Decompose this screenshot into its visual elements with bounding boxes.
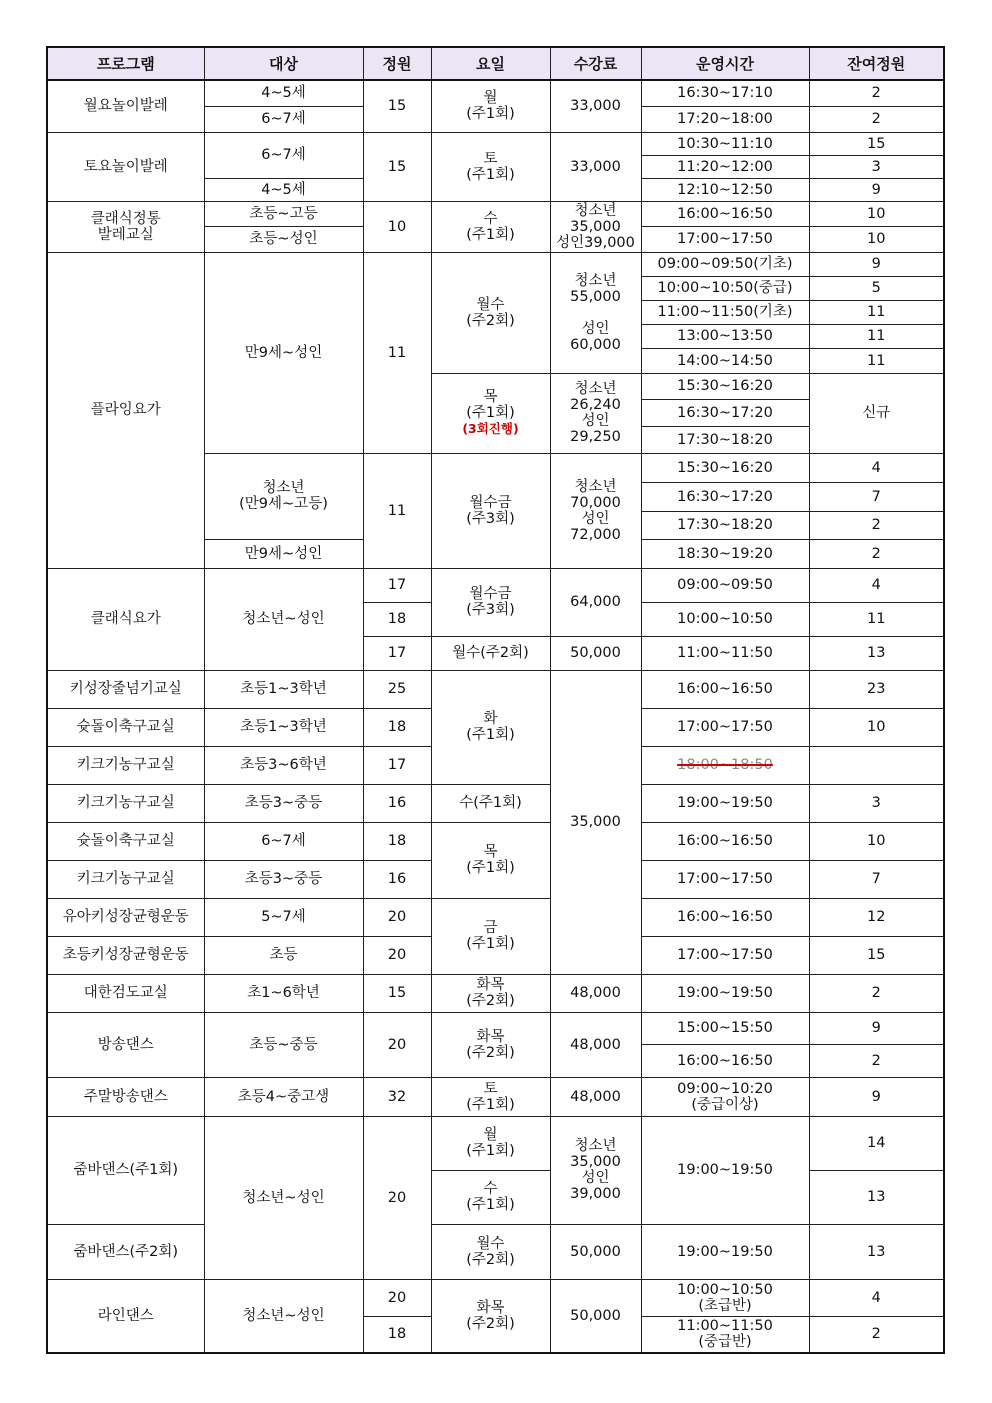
remaining: 23 bbox=[809, 670, 944, 708]
remaining: 15 bbox=[809, 936, 944, 974]
table-row bbox=[47, 1224, 944, 1279]
day: 금 (주1회) bbox=[431, 898, 550, 974]
day: 수 (주1회) bbox=[431, 1170, 550, 1224]
remaining: 5 bbox=[809, 276, 944, 300]
remaining: 12 bbox=[809, 898, 944, 936]
remaining: 3 bbox=[809, 784, 944, 822]
fee: 50,000 bbox=[550, 1224, 641, 1279]
time: 19:00~19:50 bbox=[641, 784, 809, 822]
time: 19:00~19:50 bbox=[641, 974, 809, 1012]
program-name: 키성장줄넘기교실 bbox=[47, 670, 204, 708]
target: 청소년~성인 bbox=[204, 568, 363, 670]
capacity: 25 bbox=[363, 670, 431, 708]
day: 월 (주1회) bbox=[431, 80, 550, 132]
program-name: 방송댄스 bbox=[47, 1012, 204, 1077]
table-row bbox=[47, 898, 944, 936]
remaining: 10 bbox=[809, 226, 944, 252]
fee: 청소년 70,000 성인 72,000 bbox=[550, 453, 641, 568]
day: 화목 (주2회) bbox=[431, 974, 550, 1012]
fee: 35,000 bbox=[550, 670, 641, 974]
time: 16:30~17:10 bbox=[641, 80, 809, 106]
fee: 청소년 35,000 성인 39,000 bbox=[550, 1116, 641, 1224]
time: 16:00~16:50 bbox=[641, 670, 809, 708]
day: 월수금 (주3회) bbox=[431, 568, 550, 636]
capacity: 18 bbox=[363, 602, 431, 636]
time: 17:00~17:50 bbox=[641, 226, 809, 252]
day-label: 목 (주1회) bbox=[466, 389, 515, 421]
table-row bbox=[47, 568, 944, 602]
program-name: 키크기농구교실 bbox=[47, 860, 204, 898]
program-name: 주말방송댄스 bbox=[47, 1077, 204, 1116]
day: 월수 (주2회) bbox=[431, 1224, 550, 1279]
target: 초등~중등 bbox=[204, 1012, 363, 1077]
capacity: 18 bbox=[363, 1316, 431, 1353]
day: 화 (주1회) bbox=[431, 670, 550, 784]
program-name: 키크기농구교실 bbox=[47, 784, 204, 822]
fee: 64,000 bbox=[550, 568, 641, 636]
capacity: 11 bbox=[363, 252, 431, 453]
capacity: 20 bbox=[363, 1012, 431, 1077]
fee: 청소년 26,240 성인 29,250 bbox=[550, 373, 641, 453]
remaining: 13 bbox=[809, 1170, 944, 1224]
day bbox=[431, 373, 550, 453]
time: 17:30~18:20 bbox=[641, 511, 809, 539]
program-name: 클래식요가 bbox=[47, 568, 204, 670]
table-row bbox=[47, 974, 944, 1012]
remaining: 11 bbox=[809, 300, 944, 324]
remaining: 4 bbox=[809, 1279, 944, 1316]
fee: 48,000 bbox=[550, 974, 641, 1012]
target: 만9세~성인 bbox=[204, 539, 363, 568]
time: 17:20~18:00 bbox=[641, 106, 809, 132]
program-name: 슛돌이축구교실 bbox=[47, 708, 204, 746]
target: 초등~성인 bbox=[204, 226, 363, 252]
remaining: 9 bbox=[809, 1077, 944, 1116]
capacity: 11 bbox=[363, 453, 431, 568]
target: 청소년~성인 bbox=[204, 1116, 363, 1279]
capacity: 17 bbox=[363, 636, 431, 670]
time: 17:00~17:50 bbox=[641, 860, 809, 898]
program-name: 줌바댄스(주2회) bbox=[47, 1224, 204, 1279]
target: 6~7세 bbox=[204, 822, 363, 860]
remaining: 9 bbox=[809, 252, 944, 276]
remaining: 4 bbox=[809, 568, 944, 602]
day: 토 (주1회) bbox=[431, 132, 550, 201]
table-row bbox=[47, 1279, 944, 1316]
capacity: 10 bbox=[363, 201, 431, 252]
remaining: 2 bbox=[809, 539, 944, 568]
table-row bbox=[47, 201, 944, 226]
capacity: 15 bbox=[363, 974, 431, 1012]
target: 초등 bbox=[204, 936, 363, 974]
day: 토 (주1회) bbox=[431, 1077, 550, 1116]
program-name: 줌바댄스(주1회) bbox=[47, 1116, 204, 1224]
remaining: 2 bbox=[809, 106, 944, 132]
remaining: 3 bbox=[809, 155, 944, 178]
fee: 48,000 bbox=[550, 1077, 641, 1116]
header-capacity: 정원 bbox=[363, 47, 431, 80]
remaining: 2 bbox=[809, 511, 944, 539]
target: 4~5세 bbox=[204, 80, 363, 106]
capacity: 20 bbox=[363, 898, 431, 936]
remaining: 11 bbox=[809, 602, 944, 636]
remaining: 14 bbox=[809, 1116, 944, 1170]
day: 수 (주1회) bbox=[431, 201, 550, 252]
capacity: 32 bbox=[363, 1077, 431, 1116]
fee: 33,000 bbox=[550, 132, 641, 201]
capacity: 16 bbox=[363, 784, 431, 822]
time: 17:00~17:50 bbox=[641, 936, 809, 974]
time: 11:00~11:50 bbox=[641, 636, 809, 670]
header-target: 대상 bbox=[204, 47, 363, 80]
capacity: 15 bbox=[363, 132, 431, 201]
time: 11:00~11:50(기초) bbox=[641, 300, 809, 324]
target: 청소년 (만9세~고등) bbox=[204, 453, 363, 539]
table-row bbox=[47, 252, 944, 276]
capacity: 17 bbox=[363, 568, 431, 602]
target: 초등3~중등 bbox=[204, 860, 363, 898]
header-row bbox=[47, 47, 944, 80]
capacity: 16 bbox=[363, 860, 431, 898]
capacity: 20 bbox=[363, 936, 431, 974]
program-schedule-table bbox=[46, 46, 945, 1354]
target: 초등1~3학년 bbox=[204, 670, 363, 708]
target: 초등3~6학년 bbox=[204, 746, 363, 784]
fee: 50,000 bbox=[550, 636, 641, 670]
target: 초등3~중등 bbox=[204, 784, 363, 822]
cancelled-time: 18:00~18:50 bbox=[677, 757, 773, 773]
remaining: 13 bbox=[809, 636, 944, 670]
time: 10:00~10:50 (초급반) bbox=[641, 1279, 809, 1316]
program-name: 월요놀이발레 bbox=[47, 80, 204, 132]
capacity: 20 bbox=[363, 1116, 431, 1279]
fee: 청소년 55,000 성인 60,000 bbox=[550, 252, 641, 373]
time: 16:30~17:20 bbox=[641, 482, 809, 511]
program-name: 초등키성장균형운동 bbox=[47, 936, 204, 974]
target: 만9세~성인 bbox=[204, 252, 363, 453]
program-name: 라인댄스 bbox=[47, 1279, 204, 1353]
target: 6~7세 bbox=[204, 132, 363, 178]
remaining: 15 bbox=[809, 132, 944, 155]
remaining: 7 bbox=[809, 860, 944, 898]
day: 화목 (주2회) bbox=[431, 1012, 550, 1077]
time: 12:10~12:50 bbox=[641, 178, 809, 201]
table-row bbox=[47, 1077, 944, 1116]
program-name: 대한검도교실 bbox=[47, 974, 204, 1012]
session-note: (3회진행) bbox=[462, 421, 519, 436]
time: 10:30~11:10 bbox=[641, 132, 809, 155]
program-name: 슛돌이축구교실 bbox=[47, 822, 204, 860]
header-fee: 수강료 bbox=[550, 47, 641, 80]
table-row bbox=[47, 80, 944, 106]
target: 청소년~성인 bbox=[204, 1279, 363, 1353]
time: 10:00~10:50(중급) bbox=[641, 276, 809, 300]
capacity: 18 bbox=[363, 708, 431, 746]
time: 19:00~19:50 bbox=[641, 1116, 809, 1224]
program-name: 플라잉요가 bbox=[47, 252, 204, 568]
time: 09:00~09:50 bbox=[641, 568, 809, 602]
remaining: 10 bbox=[809, 708, 944, 746]
remaining: 2 bbox=[809, 974, 944, 1012]
table-row bbox=[47, 822, 944, 860]
remaining: 4 bbox=[809, 453, 944, 482]
capacity: 20 bbox=[363, 1279, 431, 1316]
target: 6~7세 bbox=[204, 106, 363, 132]
time: 17:30~18:20 bbox=[641, 426, 809, 453]
day: 화목 (주2회) bbox=[431, 1279, 550, 1353]
table-row bbox=[47, 784, 944, 822]
day: 월수(주2회) bbox=[431, 636, 550, 670]
time: 17:00~17:50 bbox=[641, 708, 809, 746]
remaining: 11 bbox=[809, 348, 944, 373]
fee: 50,000 bbox=[550, 1279, 641, 1353]
time: 16:00~16:50 bbox=[641, 822, 809, 860]
program-name: 클래식정통 발레교실 bbox=[47, 201, 204, 252]
time: 16:00~16:50 bbox=[641, 1044, 809, 1077]
time: 11:00~11:50 (중급반) bbox=[641, 1316, 809, 1353]
remaining: 신규 bbox=[809, 373, 944, 453]
remaining: 9 bbox=[809, 1012, 944, 1044]
time: 16:30~17:20 bbox=[641, 399, 809, 426]
remaining: 10 bbox=[809, 201, 944, 226]
table-row bbox=[47, 670, 944, 708]
capacity: 15 bbox=[363, 80, 431, 132]
header-day: 요일 bbox=[431, 47, 550, 80]
time: 15:00~15:50 bbox=[641, 1012, 809, 1044]
header-program: 프로그램 bbox=[47, 47, 204, 80]
remaining: 11 bbox=[809, 324, 944, 348]
day: 수(주1회) bbox=[431, 784, 550, 822]
remaining: 7 bbox=[809, 482, 944, 511]
time: 15:30~16:20 bbox=[641, 373, 809, 399]
table-row bbox=[47, 1116, 944, 1170]
capacity: 18 bbox=[363, 822, 431, 860]
time: 09:00~10:20 (중급이상) bbox=[641, 1077, 809, 1116]
time: 13:00~13:50 bbox=[641, 324, 809, 348]
remaining: 2 bbox=[809, 1316, 944, 1353]
day: 월수 (주2회) bbox=[431, 252, 550, 373]
time: 09:00~09:50(기초) bbox=[641, 252, 809, 276]
fee: 48,000 bbox=[550, 1012, 641, 1077]
target: 초등1~3학년 bbox=[204, 708, 363, 746]
day: 목 (주1회) bbox=[431, 822, 550, 898]
remaining: 2 bbox=[809, 80, 944, 106]
time: 14:00~14:50 bbox=[641, 348, 809, 373]
fee: 청소년 35,000 성인39,000 bbox=[550, 201, 641, 252]
target: 5~7세 bbox=[204, 898, 363, 936]
day: 월수금 (주3회) bbox=[431, 453, 550, 568]
remaining: 9 bbox=[809, 178, 944, 201]
time: 10:00~10:50 bbox=[641, 602, 809, 636]
time: 18:30~19:20 bbox=[641, 539, 809, 568]
time: 16:00~16:50 bbox=[641, 201, 809, 226]
remaining: 13 bbox=[809, 1224, 944, 1279]
remaining: 10 bbox=[809, 822, 944, 860]
remaining bbox=[809, 746, 944, 784]
target: 초1~6학년 bbox=[204, 974, 363, 1012]
target: 초등4~중고생 bbox=[204, 1077, 363, 1116]
time: 11:20~12:00 bbox=[641, 155, 809, 178]
time: 15:30~16:20 bbox=[641, 453, 809, 482]
time bbox=[641, 746, 809, 784]
time: 19:00~19:50 bbox=[641, 1224, 809, 1279]
day: 월 (주1회) bbox=[431, 1116, 550, 1170]
program-name: 키크기농구교실 bbox=[47, 746, 204, 784]
target: 4~5세 bbox=[204, 178, 363, 201]
header-time: 운영시간 bbox=[641, 47, 809, 80]
remaining: 2 bbox=[809, 1044, 944, 1077]
time: 16:00~16:50 bbox=[641, 898, 809, 936]
table-row bbox=[47, 1012, 944, 1044]
program-name: 토요놀이발레 bbox=[47, 132, 204, 201]
program-name: 유아키성장균형운동 bbox=[47, 898, 204, 936]
header-remaining: 잔여정원 bbox=[809, 47, 944, 80]
target: 초등~고등 bbox=[204, 201, 363, 226]
capacity: 17 bbox=[363, 746, 431, 784]
fee: 33,000 bbox=[550, 80, 641, 132]
table-row bbox=[47, 132, 944, 155]
